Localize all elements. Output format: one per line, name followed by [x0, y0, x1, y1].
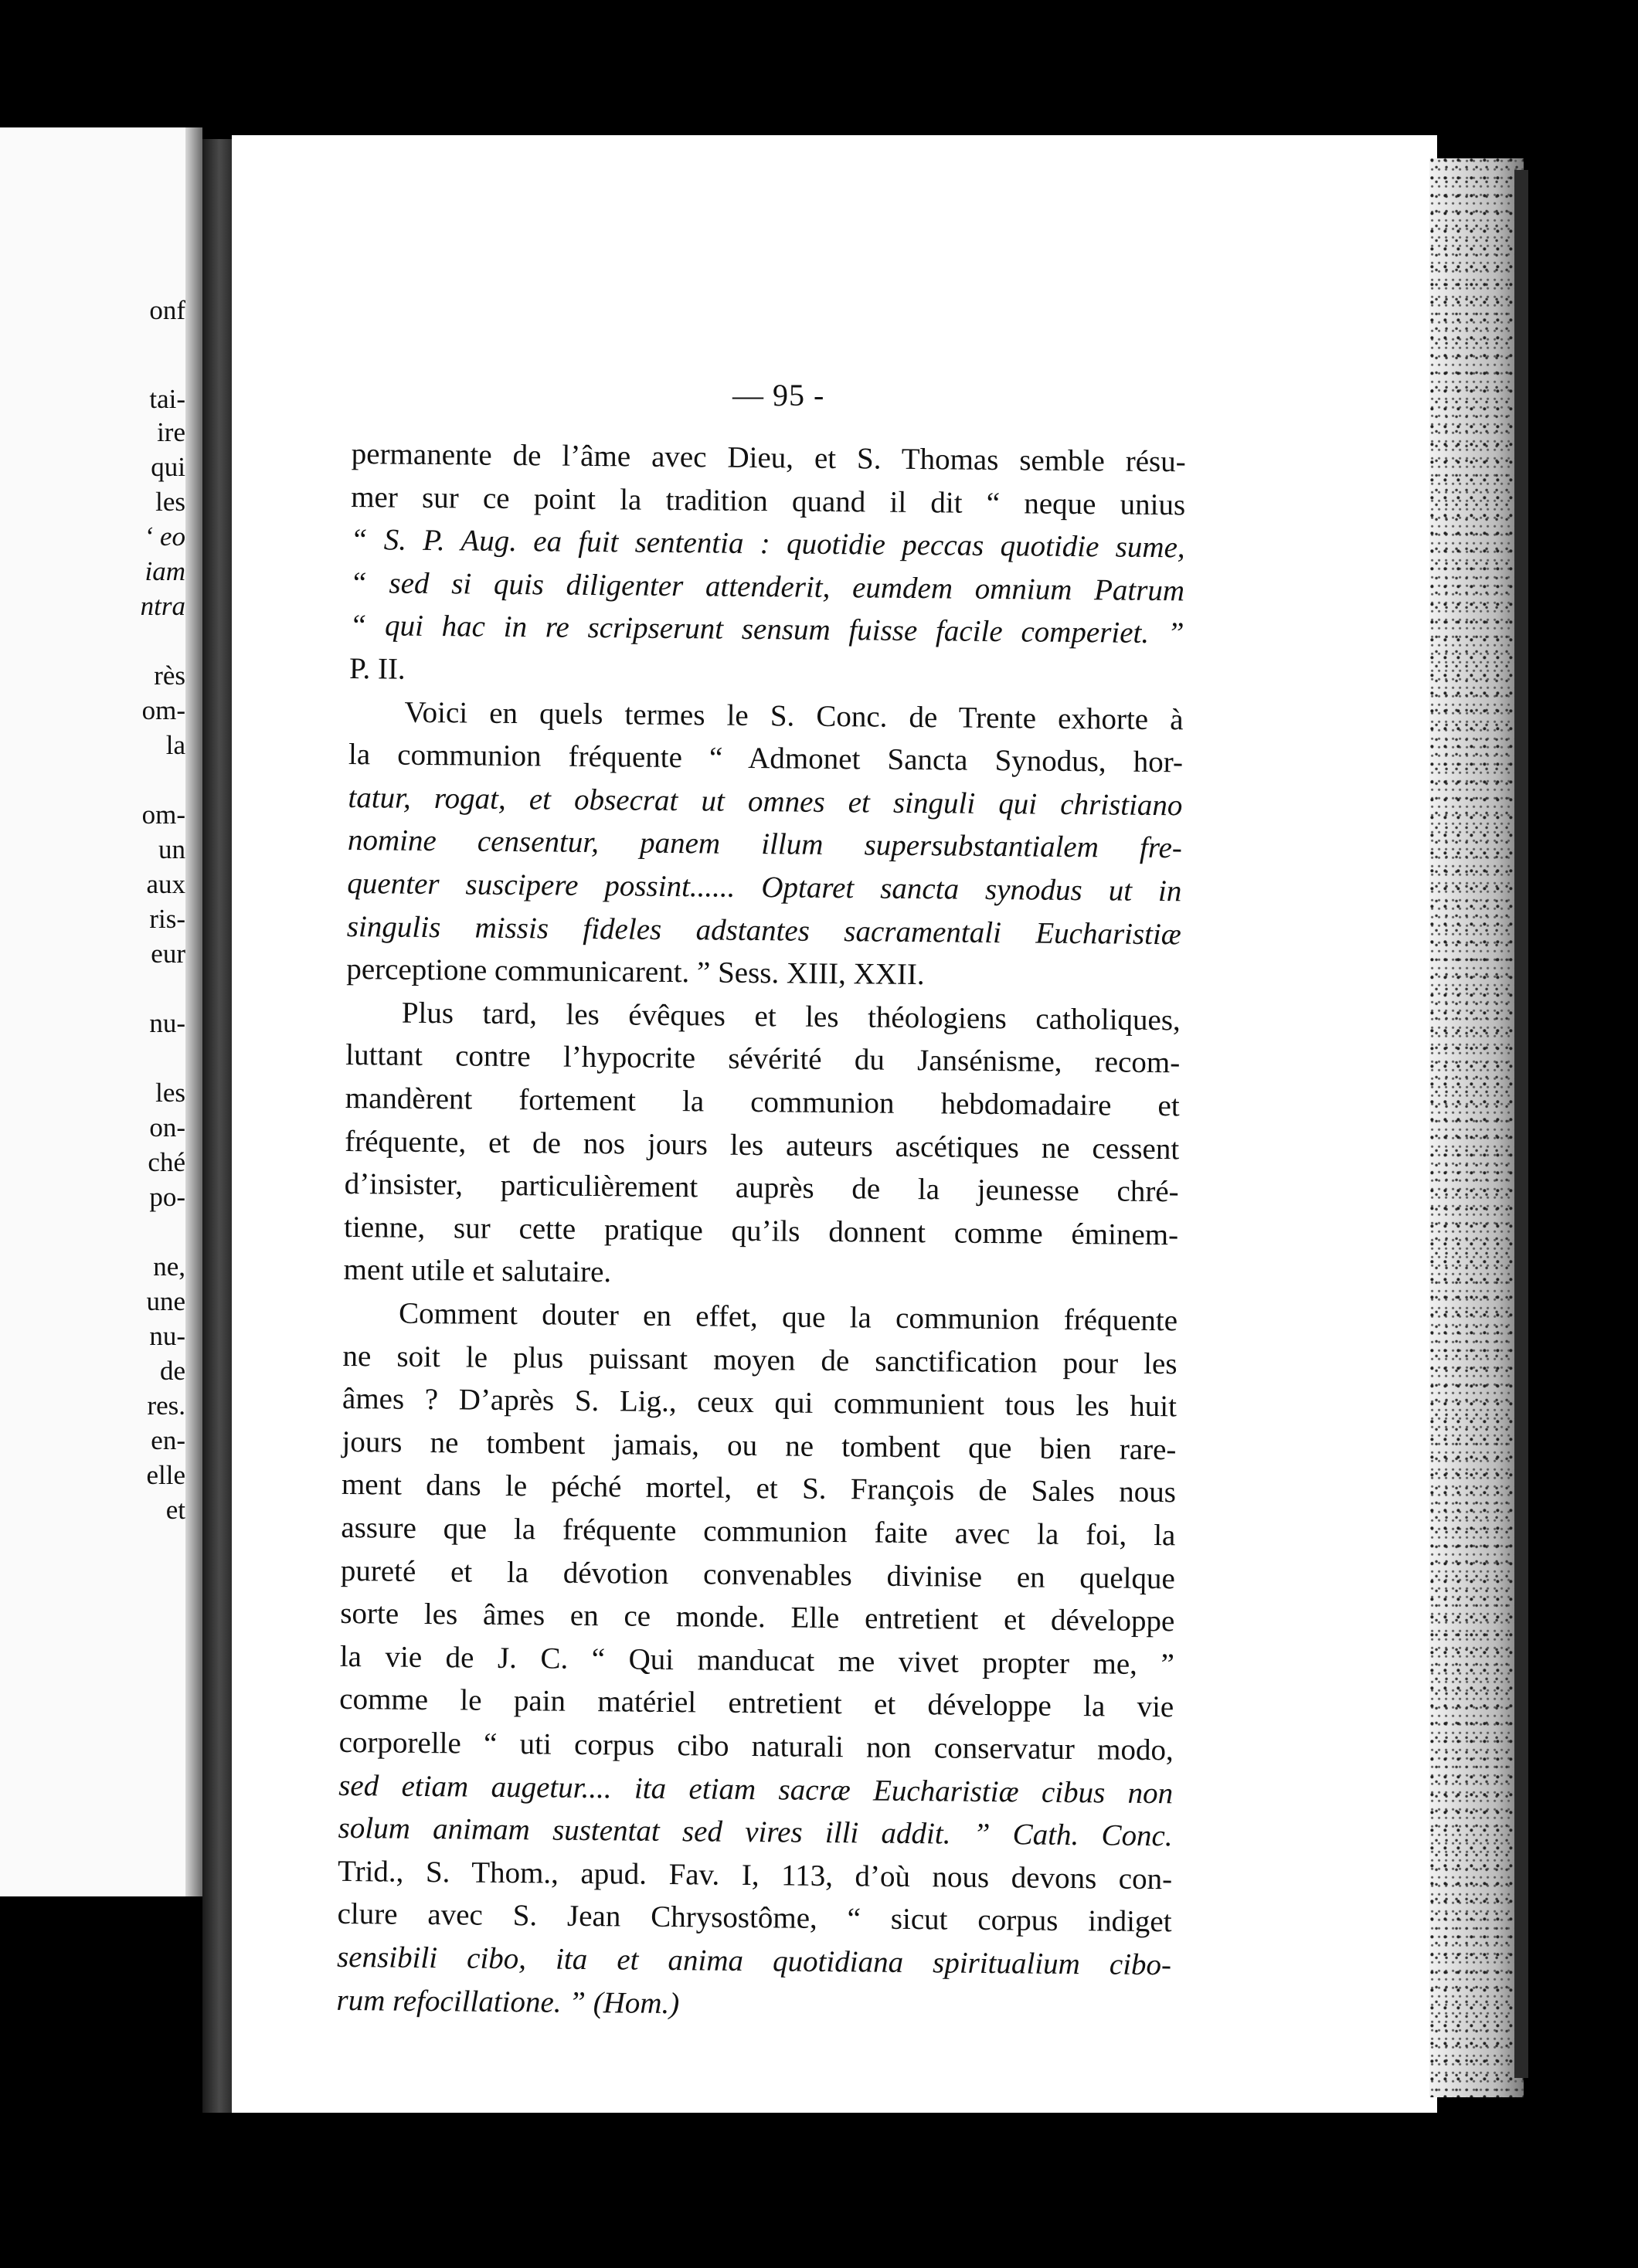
text-line: sed etiam augetur.... ita etiam sacræ Eucharistiæ cibus non [338, 1768, 1174, 1811]
text-line: Voici en quels termes le S. Conc. de Trente exhorte à [404, 695, 1184, 737]
cover-edge [1514, 170, 1528, 2078]
text-line: singulis missis fideles adstantes sacramentali Eucharistiæ [346, 909, 1182, 952]
text-line: tienne, sur cette pratique qu’ils donnent comme éminem- [343, 1210, 1179, 1252]
text-line: assure que la fréquente communion faite avec la foi, la [341, 1510, 1176, 1553]
text-line: “ qui hac in re scripserunt sensum fuisse facile comperiet. ” [349, 608, 1184, 650]
text-line: fréquente, et de nos jours les auteurs ascétiques ne cessent [345, 1124, 1180, 1166]
left-page-fragment: en- [151, 1425, 185, 1455]
left-page-fragment: res. [147, 1390, 185, 1421]
text-line: la communion fréquente “ Admonet Sancta Synodus, hor- [348, 737, 1184, 779]
text-line: ne soit le plus puissant moyen de sanctification pour les [342, 1339, 1178, 1381]
text-line: perceptione communicarent. ” Sess. XIII, XXII. [346, 952, 925, 992]
left-page-fragment: une [146, 1286, 185, 1316]
left-page [0, 127, 202, 1896]
left-page-fragment: ris- [149, 904, 185, 934]
left-page-fragment: on- [149, 1112, 185, 1142]
left-page-fragment: les [155, 487, 185, 517]
text-line: corporelle “ uti corpus cibo naturali non conservatur modo, [338, 1725, 1174, 1767]
text-line: d’insister, particulièrement auprès de la jeunesse chré- [344, 1166, 1179, 1209]
left-page-fragment: nu- [149, 1321, 185, 1351]
text-line: ment utile et salutaire. [343, 1252, 612, 1289]
left-page-fragment: les [155, 1078, 185, 1108]
left-page-fragment: onf [149, 295, 185, 325]
text-line: luttant contre l’hypocrite sévérité du Jansénisme, recom- [345, 1037, 1181, 1080]
page-block-edge [1429, 158, 1524, 2097]
left-page-fragment: un [158, 834, 185, 864]
left-page-fragment: la [165, 730, 185, 760]
text-line: permanente de l’âme avec Dieu, et S. Thomas semble résu- [351, 436, 1186, 479]
text-line: âmes ? D’après S. Lig., ceux qui communient tous les huit [342, 1381, 1178, 1424]
text-line: sensibili cibo, ita et anima quotidiana spiritualium cibo- [336, 1940, 1172, 1982]
left-page-fragment: ntra [140, 591, 185, 621]
left-page-fragment: aux [146, 869, 185, 899]
left-page-fragment: elle [146, 1460, 185, 1490]
left-page-fragment: om- [141, 695, 185, 725]
left-page-fragment: iam [144, 556, 185, 586]
text-line: clure avec S. Jean Chrysostôme, “ sicut corpus indiget [337, 1896, 1172, 1939]
text-line: jours ne tombent jamais, ou ne tombent que bien rare- [342, 1424, 1177, 1467]
text-line: ment dans le péché mortel, et S. François de Sales nous [341, 1467, 1177, 1509]
text-line: quenter suscipere possint...... Optaret sancta synodus ut in [347, 866, 1182, 908]
text-line: P. II. [348, 651, 406, 686]
text-line: solum animam sustentat sed vires illi addit. ” Cath. Conc. [338, 1811, 1173, 1853]
left-page-fragment: po- [149, 1182, 185, 1212]
left-page-fragment: et [165, 1495, 185, 1525]
text-line: mer sur ce point la tradition quand il dit “ neque unius [351, 480, 1186, 522]
left-page-fragment: ‘ eo [144, 521, 185, 552]
text-line: Trid., S. Thom., apud. Fav. I, 113, d’où nous devons con- [337, 1854, 1173, 1896]
text-line: Comment douter en effet, que la communion fréquente [398, 1296, 1178, 1338]
left-page-fragment: nu- [149, 1008, 185, 1038]
text-line: pureté et la dévotion convenables divinise en quelque [340, 1553, 1176, 1596]
text-line: tatur, rogat, et obsecrat ut omnes et singuli qui christiano [348, 780, 1183, 823]
left-gutter-shadow [185, 127, 202, 1896]
left-page-fragment: de [159, 1356, 185, 1386]
left-page-fragment: ne, [153, 1251, 185, 1282]
text-line: rum refocillatione. ” (Hom.) [336, 1983, 680, 2021]
text-line: mandèrent fortement la communion hebdomadaire et [345, 1081, 1180, 1123]
left-page-fragment: eur [151, 939, 185, 969]
left-page-fragment: qui [151, 452, 185, 482]
left-page-fragment: ché [148, 1147, 185, 1177]
text-line: Plus tard, les évêques et les théologiens catholiques, [401, 996, 1181, 1037]
left-page-fragment: tai- [149, 384, 185, 414]
text-line: “ sed si quis diligenter attenderit, eumdem omnium Patrum [349, 565, 1185, 608]
text-line: sorte les âmes en ce monde. Elle entretient et développe [340, 1596, 1175, 1638]
left-page-fragment: om- [141, 800, 185, 830]
page-number: — 95 - [732, 378, 825, 413]
text-line: comme le pain matériel entretient et développe la vie [339, 1682, 1174, 1724]
text-line: nomine censentur, panem illum supersubstantialem fre- [347, 823, 1183, 865]
text-line: la vie de J. C. “ Qui manducat me vivet propter me, ” [339, 1639, 1174, 1682]
text-line: “ S. P. Aug. ea fuit sententia : quotidie peccas quotidie sume, [350, 522, 1185, 565]
left-page-fragment: ire [157, 417, 185, 447]
left-page-fragment: rès [154, 660, 185, 691]
